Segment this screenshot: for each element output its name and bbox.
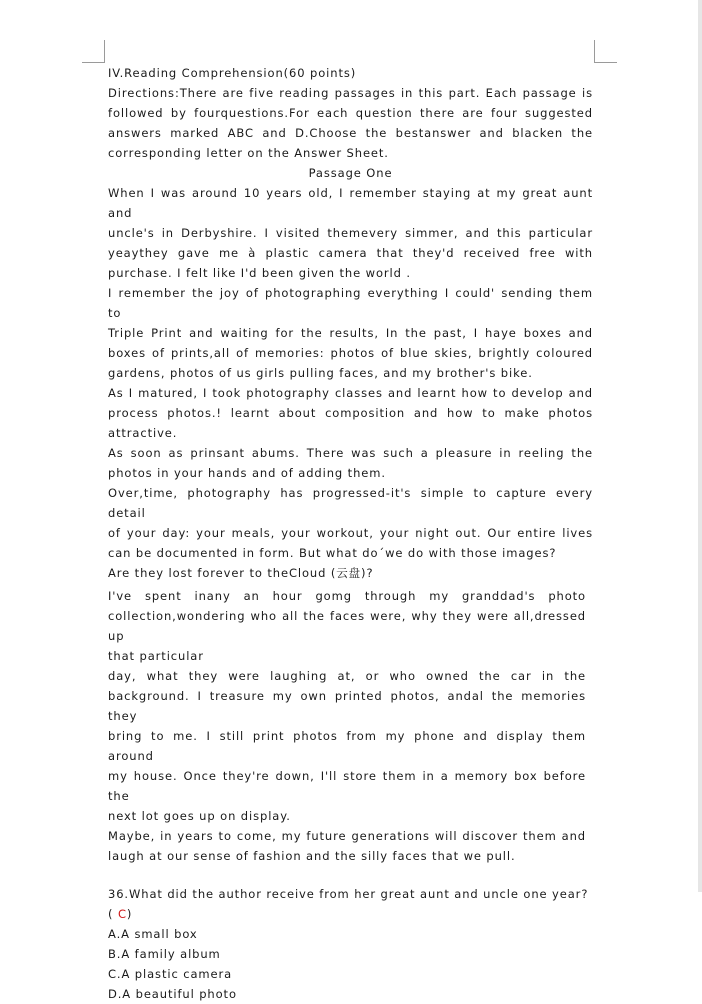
passage-line: When I was around 10 years old, I remember staying at my great aunt and [108, 186, 593, 220]
directions-line: corresponding letter on the Answer Sheet. [108, 146, 389, 160]
passage-line: Are they lost forever to theCloud (云盘)? [108, 566, 374, 580]
passage-line: gardens, photos of us girls pulling faces, and my brother's bike. [108, 366, 533, 380]
directions-line: followed by fourquestions.For each question there are four suggested [108, 106, 593, 120]
answer-close-paren: ) [126, 907, 133, 921]
passage-line: Triple Print and waiting for the results, In the past, I haye boxes and [108, 326, 593, 340]
passage-line: collection,wondering who all the faces were, why they were all,dressed up [108, 609, 586, 643]
passage-line: As soon as prinsant abums. There was such a pleasure in reeling the [108, 446, 593, 460]
option-b: B.A family album [108, 947, 221, 961]
passage-line: bring to me. I still print photos from my phone and display them around [108, 729, 586, 763]
passage-line: I've spent inany an hour gomg through my granddad's photo [108, 589, 586, 603]
corner-crop-mark-left [82, 40, 105, 63]
option-a: A.A small box [108, 927, 198, 941]
passage-line: laugh at our sense of fashion and the silly faces that we pull. [108, 849, 516, 863]
passage-line: my house. Once they're down, I'll store them in a memory box before the [108, 769, 586, 803]
document-body [108, 63, 593, 1004]
answer-letter: C [117, 907, 127, 921]
passage-line: uncle's in Derbyshire. I visited themevery simmer, and this particular [108, 226, 593, 240]
passage-line: next lot goes up on display. [108, 809, 291, 823]
passage-line: attractive. [108, 426, 178, 440]
passage-line: I remember the joy of photographing everything I could' sending them to [108, 286, 593, 320]
option-d: D.A beautiful photo [108, 987, 237, 1001]
passage-line: Over,time, photography has progressed-it's simple to capture every detail [108, 486, 593, 520]
question-text: 36.What did the author receive from her great aunt and uncle one year? [108, 887, 589, 901]
answer-slot [108, 904, 593, 924]
corner-crop-mark-right [594, 40, 617, 63]
passage-line: that particular [108, 649, 204, 663]
passage-line: purchase. I felt like I'd been given the world . [108, 266, 411, 280]
passage-line: As I matured, I took photography classes and learnt how to develop and [108, 386, 593, 400]
passage-line: yeaythey gave me à plastic camera that they'd received free with [108, 246, 593, 260]
passage-line: background. I treasure my own printed photos, andal the memories they [108, 689, 586, 723]
directions-line: answers marked ABC and D.Choose the bestanswer and blacken the [108, 126, 593, 140]
passage-line: boxes of prints,all of memories: photos of blue skies, brightly coloured [108, 346, 593, 360]
passage-line: can be documented in form. But what do´we do with those images? [108, 546, 557, 560]
section-heading: IV.Reading Comprehension(60 points) [108, 66, 357, 80]
option-c: C.A plastic camera [108, 967, 233, 981]
spacer [108, 866, 593, 884]
passage-line: photos in your hands and of adding them. [108, 466, 386, 480]
passage-line: Maybe, in years to come, my future generations will discover them and [108, 829, 586, 843]
passage-title: Passage One [308, 166, 393, 180]
passage-line: process photos.! learnt about composition and how to make photos [108, 406, 593, 420]
passage-line: of your day: your meals, your workout, your night out. Our entire lives [108, 526, 593, 540]
page-edge [698, 0, 702, 892]
passage-line: day, what they were laughing at, or who owned the car in the [108, 669, 586, 683]
directions-line: Directions:There are five reading passages in this part. Each passage is [108, 86, 593, 100]
answer-open-paren: ( [108, 907, 118, 921]
